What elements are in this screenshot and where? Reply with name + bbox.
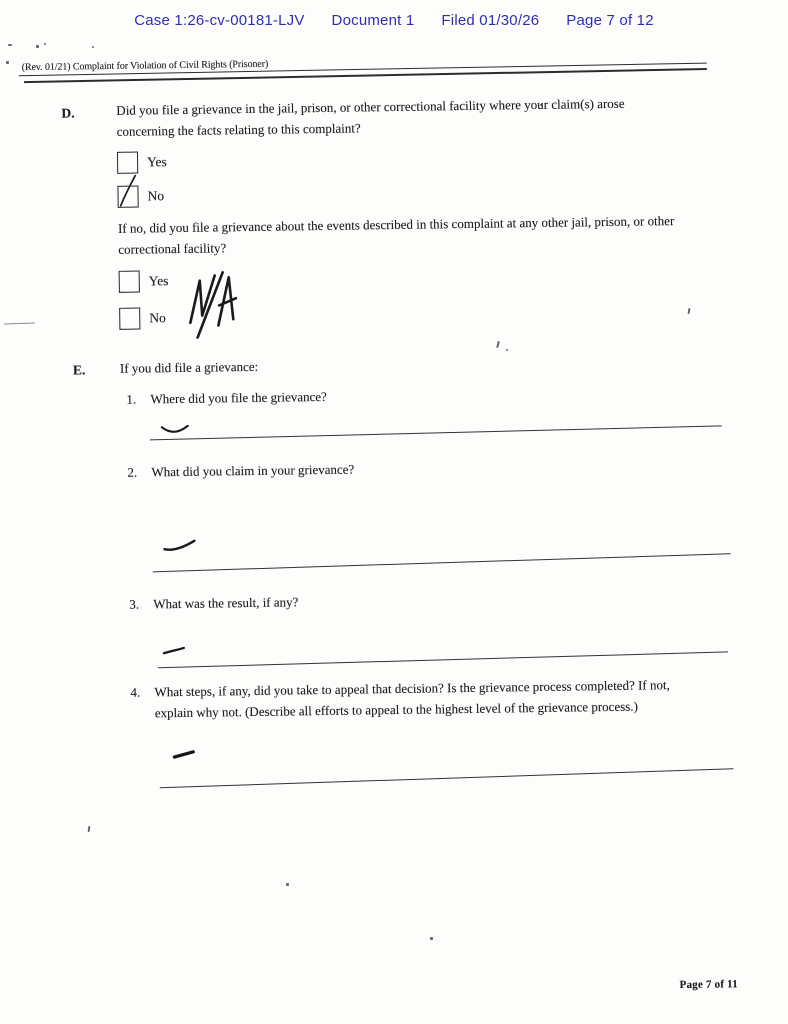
item-2-number: 2. [127,464,138,480]
handwritten-na-mark [185,268,238,339]
answer-line-1 [150,425,722,440]
form-revision-header: (Rev. 01/21) Complaint for Violation of Civil Rights (Prisoner) [21,58,269,74]
handwritten-dash-mark-3 [162,645,186,657]
item-3-question: What was the result, if any? [153,594,299,612]
handwritten-dash-mark-1 [160,423,190,439]
checkbox-followup-no-label: No [149,310,166,326]
item-4-question: What steps, if any, did you take to appeal that decision? Is the grievance process completed? If not, explain why not. (Describe all efforts to appeal to the highest level of the grievance process.) [154,677,670,721]
section-e-label: E. [72,362,86,378]
checkbox-d-no-checked [117,186,138,208]
checkbox-followup-yes-label: Yes [148,273,169,289]
stamp-page-number: Page 7 of 12 [566,12,654,29]
section-e-intro: If you did file a grievance: [119,358,259,376]
checkbox-followup-no [119,308,140,330]
stamp-case-number: Case 1:26-cv-00181-LJV [134,12,305,29]
answer-line-2 [153,553,731,572]
item-2-question: What did you claim in your grievance? [151,461,355,480]
answer-line-4 [160,768,734,788]
section-d-followup-question: If no, did you file a grievance about the events described in this complaint at any other jail, prison, or other correctional facility? [117,213,675,257]
checkbox-followup-yes [119,271,140,293]
checkbox-row-followup-yes [119,270,169,293]
check-slash-icon [116,173,143,209]
checkbox-d-yes-label: Yes [146,154,167,170]
checkbox-row-d-yes [117,151,167,174]
checkbox-row-d-no [117,185,164,208]
section-d-label: D. [61,105,75,121]
page-footer: Page 7 of 11 [679,978,739,992]
checkbox-d-yes [117,152,138,174]
section-d-question: Did you file a grievance in the jail, prison, or other correctional facility where your claim(s) arose concerning the facts relating to this complaint? [116,95,625,139]
stamp-document-number: Document 1 [331,12,415,29]
item-1-number: 1. [126,391,137,407]
item-1-question: Where did you file the grievance? [150,388,327,407]
item-3-number: 3. [129,596,140,612]
answer-line-3 [158,651,728,668]
stamp-filed-date: Filed 01/30/26 [441,12,540,29]
checkbox-d-no-label: No [147,188,165,204]
handwritten-dash-mark-2 [162,539,196,553]
handwritten-dash-mark-4 [172,749,196,761]
checkbox-row-followup-no [119,307,166,330]
item-4-number: 4. [130,684,141,700]
